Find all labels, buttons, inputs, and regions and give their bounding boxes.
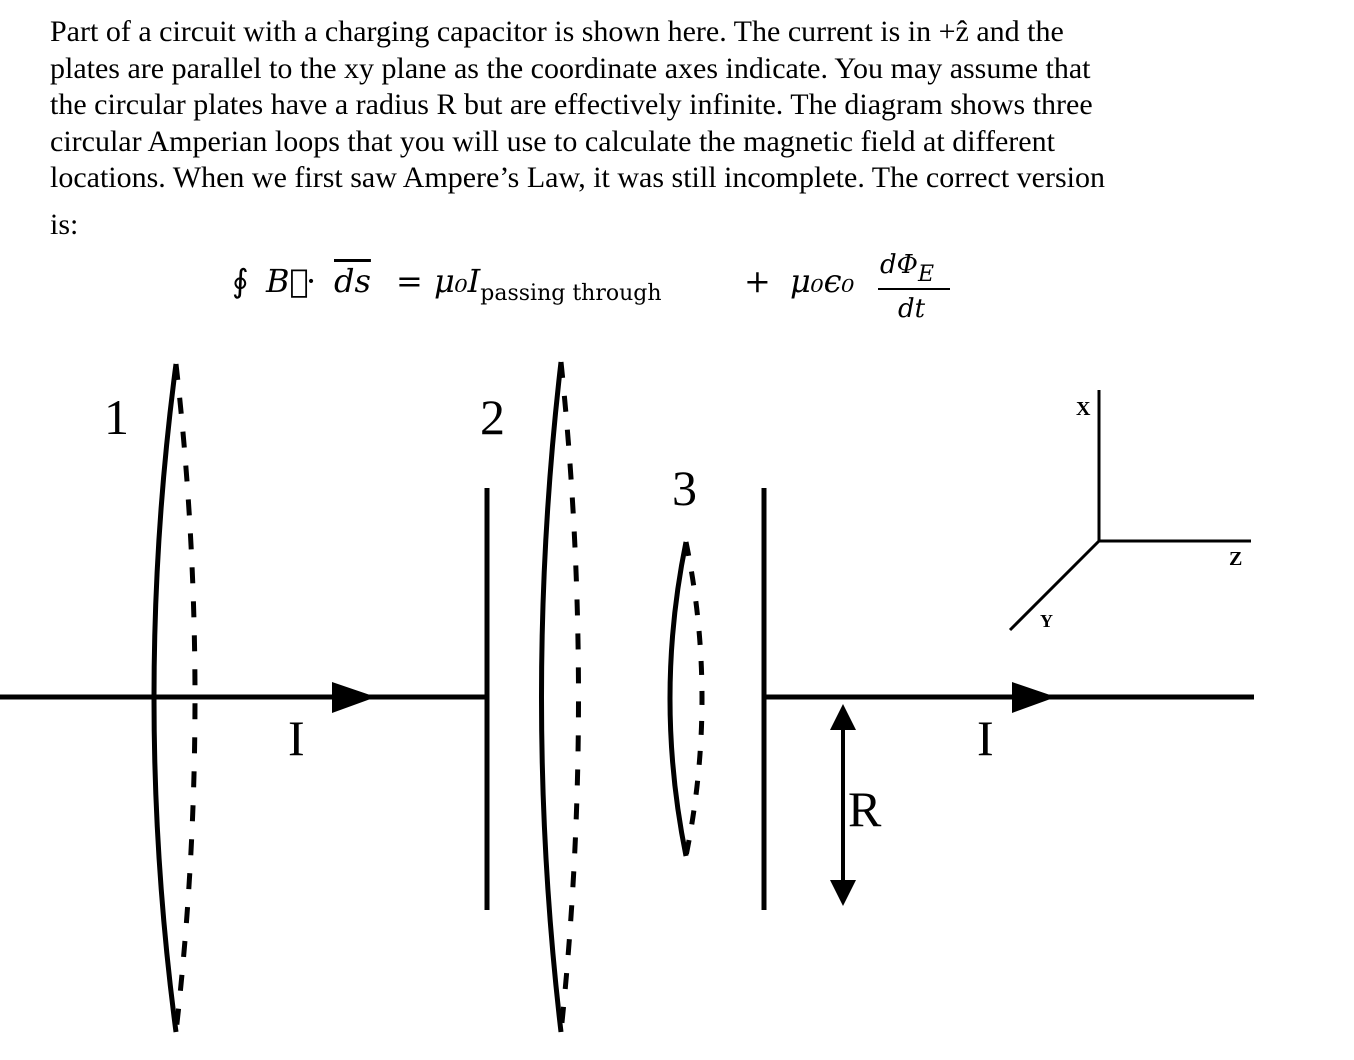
current-arrow-left	[332, 682, 376, 713]
eq-mu0-i-text: μ₀I	[434, 262, 481, 300]
loop-3-front-arc	[670, 542, 686, 856]
loop-1-label: 1	[104, 389, 129, 445]
loop-2-front-arc	[542, 362, 562, 1032]
eq-numerator-sub: E	[917, 262, 935, 287]
loop-3-back-arc	[686, 542, 702, 856]
radius-arrow-top	[830, 704, 856, 730]
eq-plus: +	[744, 262, 771, 300]
eq-i-subscript: passing through	[480, 281, 662, 306]
y-axis-label: Y	[1040, 611, 1053, 631]
loop-3-label: 3	[672, 460, 697, 516]
eq-dot: ·	[306, 262, 317, 300]
eq-mu0-eps0: μ₀ϵ₀	[790, 262, 855, 300]
eq-numerator-text: dΦ	[880, 250, 918, 280]
loop-2-label: 2	[480, 389, 505, 445]
current-arrow-right	[1012, 682, 1056, 713]
eq-equals: =	[396, 262, 423, 300]
text-line: the circular plates have a radius R but are effectively infinite. The diagram shows three	[50, 88, 1093, 122]
x-axis-label: X	[1076, 398, 1091, 420]
eq-denominator: dt	[898, 294, 926, 324]
eq-b-vector: B⃗	[266, 262, 309, 300]
z-axis-label: Z	[1229, 548, 1243, 570]
current-label-right: I	[977, 710, 994, 766]
radius-arrow-bottom	[830, 880, 856, 906]
text-line: circular Amperian loops that you will use to calculate the magnetic field at different	[50, 124, 1055, 158]
loop-2-back-arc	[561, 362, 579, 1032]
radius-label: R	[848, 781, 882, 837]
text-line-last: is:	[50, 207, 79, 241]
text-line: plates are parallel to the xy plane as the coordinate axes indicate. You may assume that	[50, 51, 1091, 85]
text-line: Part of a circuit with a charging capacitor is shown here. The current is in +ẑ and the	[50, 15, 1064, 48]
current-label-left: I	[288, 710, 305, 766]
eq-ds-vector: $\overline{ds}$	[334, 262, 371, 300]
y-axis	[1010, 541, 1099, 630]
text-line: locations. When we first saw Ampere’s Law, it was still incomplete. The correct version	[50, 161, 1105, 195]
integral-symbol: ∮	[232, 262, 249, 300]
